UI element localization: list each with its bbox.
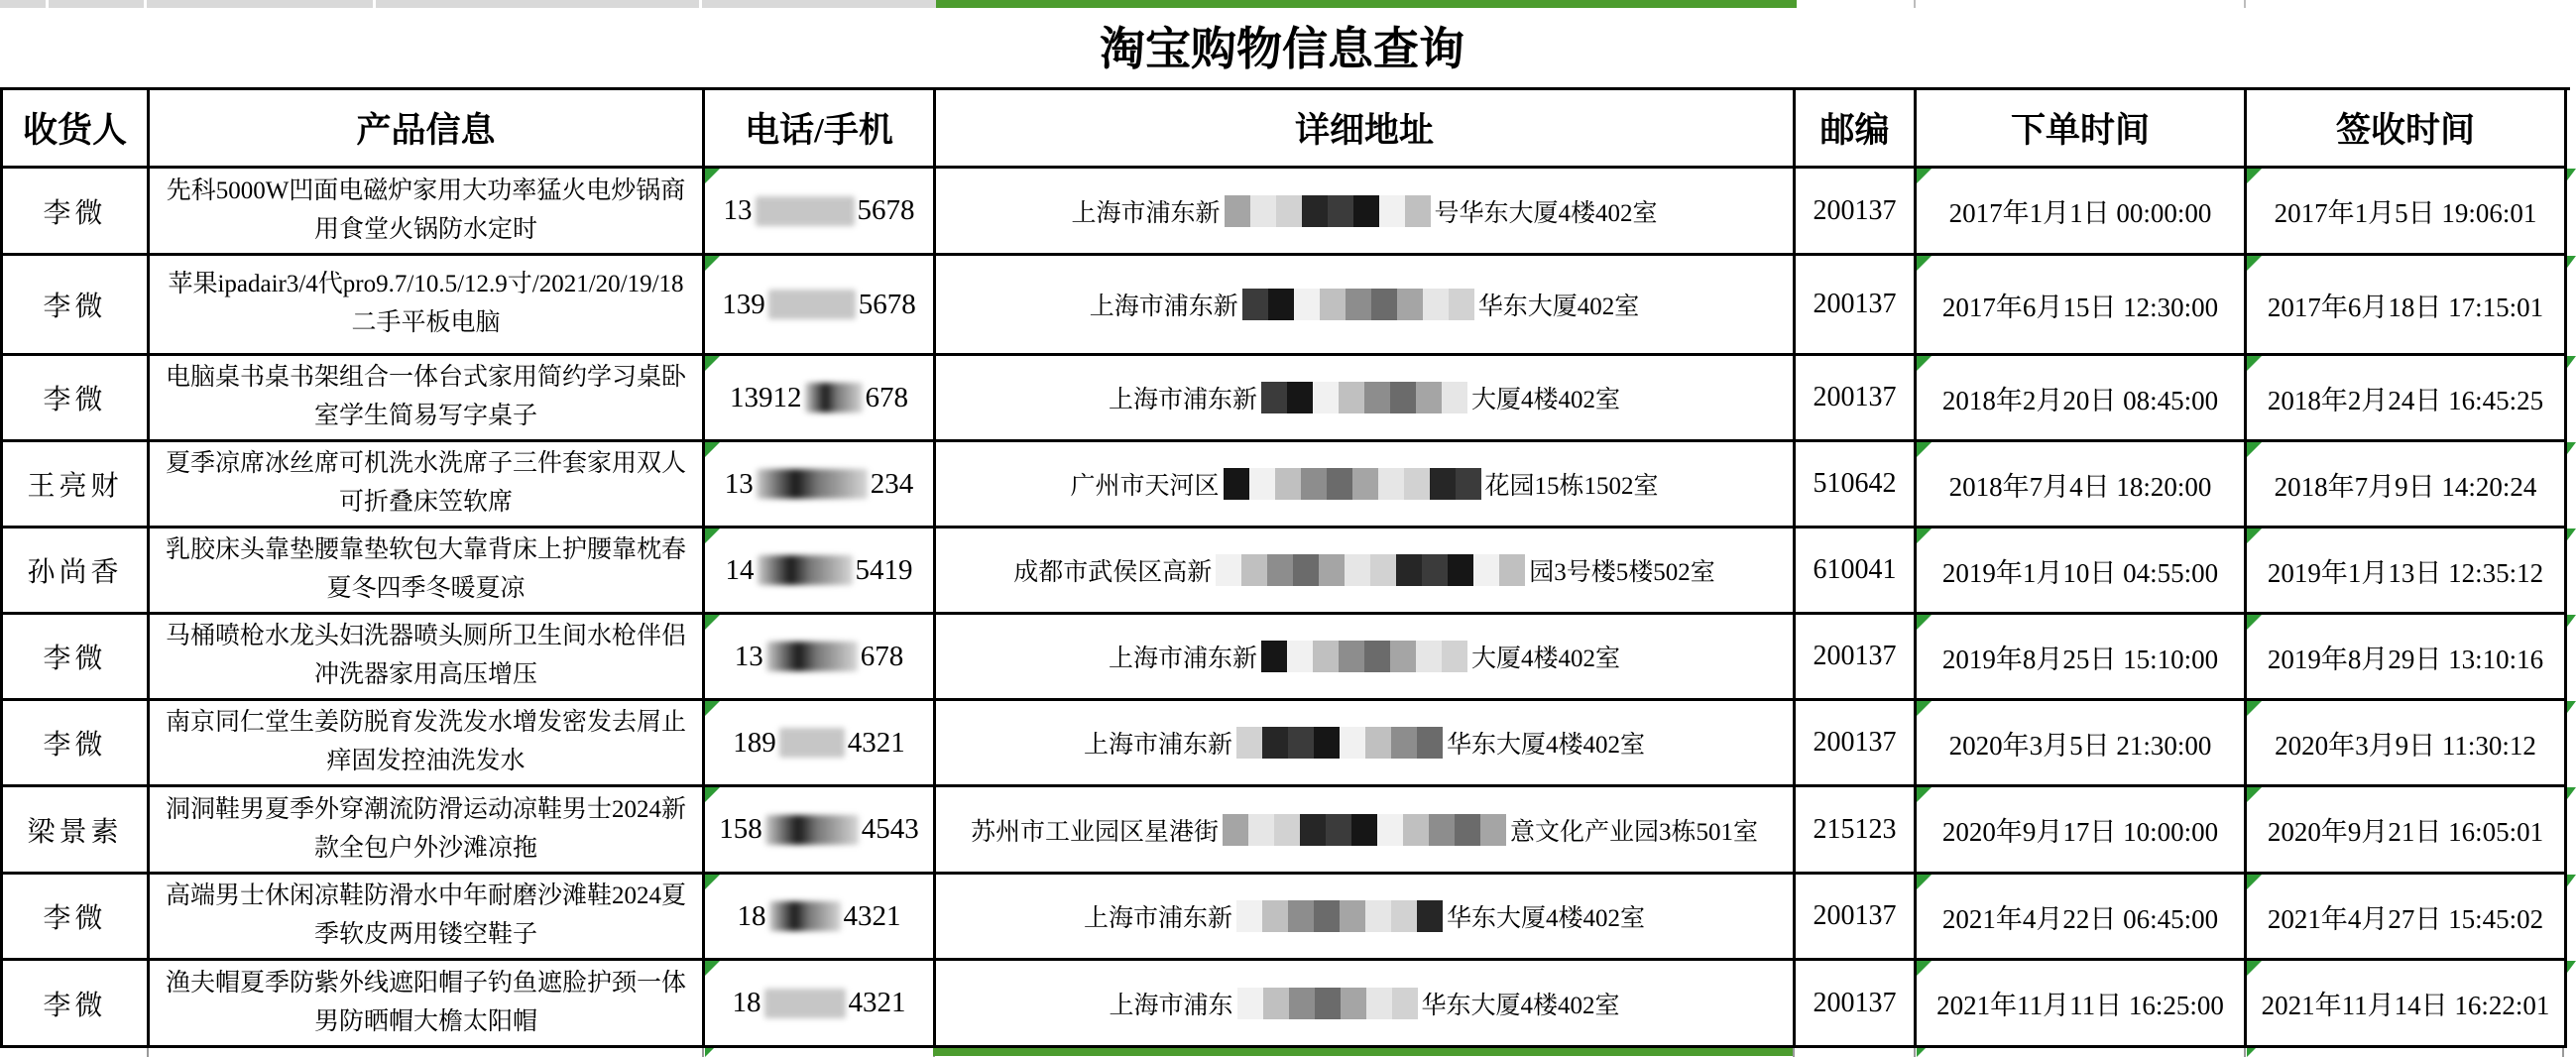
redaction-mosaic bbox=[1236, 900, 1443, 932]
gridline-tick bbox=[1793, 1048, 1795, 1057]
table-row bbox=[3, 528, 2570, 615]
gridline-tick bbox=[46, 0, 49, 8]
redaction-blur bbox=[766, 642, 858, 671]
header-address[interactable]: 详细地址 bbox=[936, 90, 1796, 169]
error-indicator-triangle-icon bbox=[1917, 615, 1932, 630]
sign-time: 2018年2月24日 16:45:25 bbox=[2267, 385, 2544, 415]
cell-recipient[interactable]: 李微 bbox=[3, 701, 150, 787]
cell-order-time[interactable] bbox=[1917, 256, 2247, 356]
cell-sign-time[interactable] bbox=[2247, 701, 2567, 787]
cell-product[interactable]: 渔夫帽夏季防紫外线遮阳帽子钓鱼遮脸护颈一体男防晒帽大檐太阳帽 bbox=[150, 961, 705, 1048]
address-prefix: 上海市浦东新 bbox=[1108, 646, 1257, 672]
redaction-blur bbox=[769, 901, 841, 931]
error-indicator-triangle-icon bbox=[705, 615, 720, 630]
cell-phone[interactable] bbox=[705, 169, 936, 256]
sign-time: 2017年1月5日 19:06:01 bbox=[2274, 198, 2537, 228]
phone-prefix: 189 bbox=[733, 726, 776, 759]
phone-prefix: 13 bbox=[724, 467, 754, 500]
redaction-blur bbox=[805, 383, 863, 412]
phone-prefix: 139 bbox=[722, 288, 765, 320]
error-indicator-triangle-icon bbox=[2247, 701, 2262, 716]
order-time: 2017年1月1日 00:00:00 bbox=[1948, 198, 2212, 228]
gridline-tick bbox=[699, 0, 702, 8]
table-row bbox=[3, 961, 2570, 1048]
redaction-mosaic bbox=[1237, 988, 1418, 1019]
cell-sign-time[interactable] bbox=[2247, 356, 2567, 442]
cell-order-time[interactable] bbox=[1917, 701, 2247, 787]
error-indicator-triangle-icon bbox=[705, 701, 720, 716]
order-time: 2021年11月11日 16:25:00 bbox=[1936, 991, 2224, 1020]
error-indicator-triangle-icon bbox=[1917, 961, 1932, 976]
phone-prefix: 18 bbox=[732, 987, 761, 1018]
table-row bbox=[3, 442, 2570, 528]
phone-prefix: 158 bbox=[719, 813, 762, 845]
selected-cell-green-border bbox=[936, 0, 1797, 8]
address-suffix: 花园15栋1502室 bbox=[1484, 473, 1659, 500]
error-indicator-triangle-icon bbox=[2247, 442, 2262, 457]
gridline-tick bbox=[1914, 0, 1916, 8]
error-indicator-triangle-icon bbox=[2567, 356, 2576, 368]
header-phone[interactable]: 电话/手机 bbox=[705, 90, 936, 169]
cell-sign-time[interactable] bbox=[2247, 961, 2567, 1048]
cell-sign-time[interactable] bbox=[2247, 787, 2567, 875]
phone-suffix: 678 bbox=[860, 640, 904, 672]
error-indicator-triangle-icon bbox=[1917, 1048, 1926, 1057]
cell-product[interactable]: 电脑桌书桌书架组合一体台式家用简约学习桌卧室学生简易写字桌子 bbox=[150, 356, 705, 442]
address-prefix: 上海市浦东新 bbox=[1089, 294, 1238, 320]
header-sign-time[interactable]: 签收时间 bbox=[2247, 90, 2567, 169]
cell-address[interactable] bbox=[936, 701, 1796, 787]
cell-product[interactable]: 夏季凉席冰丝席可机洗水洗席子三件套家用双人可折叠床笠软席 bbox=[150, 442, 705, 528]
cell-postal[interactable]: 200137 bbox=[1796, 256, 1917, 356]
cell-order-time[interactable] bbox=[1917, 169, 2247, 256]
phone-suffix: 5678 bbox=[857, 194, 915, 226]
address-suffix: 华东大厦402室 bbox=[1477, 294, 1640, 320]
cell-recipient[interactable]: 李微 bbox=[3, 615, 150, 701]
error-indicator-triangle-icon bbox=[2247, 169, 2262, 183]
gridline-tick bbox=[702, 1048, 704, 1057]
cell-address[interactable] bbox=[936, 356, 1796, 442]
error-indicator-triangle-icon bbox=[1917, 169, 1932, 183]
address-prefix: 上海市浦东新 bbox=[1108, 387, 1257, 413]
cell-phone[interactable] bbox=[705, 787, 936, 875]
address-prefix: 苏州市工业园区星港街 bbox=[970, 818, 1219, 846]
sign-time: 2021年11月14日 16:22:01 bbox=[2261, 991, 2550, 1020]
page-title: 淘宝购物信息查询 bbox=[1100, 24, 1464, 74]
error-indicator-triangle-icon bbox=[705, 528, 720, 543]
error-indicator-triangle-icon bbox=[2247, 615, 2262, 630]
error-indicator-triangle-icon bbox=[2247, 356, 2262, 371]
table-row bbox=[3, 701, 2570, 787]
phone-suffix: 4321 bbox=[848, 987, 906, 1018]
error-indicator-triangle-icon bbox=[705, 961, 720, 976]
cell-product[interactable]: 乳胶床头靠垫腰靠垫软包大靠背床上护腰靠枕春夏冬四季冬暖夏凉 bbox=[150, 528, 705, 615]
cell-sign-time[interactable] bbox=[2247, 528, 2567, 615]
cell-order-time[interactable] bbox=[1917, 356, 2247, 442]
error-indicator-triangle-icon bbox=[1917, 787, 1932, 802]
redaction-mosaic bbox=[1225, 195, 1431, 227]
cell-address[interactable] bbox=[936, 787, 1796, 875]
error-indicator-triangle-icon bbox=[705, 1048, 714, 1057]
order-time: 2018年7月4日 18:20:00 bbox=[1948, 471, 2212, 502]
cell-sign-time[interactable] bbox=[2247, 169, 2567, 256]
error-indicator-triangle-icon bbox=[2567, 256, 2576, 268]
cell-recipient[interactable]: 李微 bbox=[3, 875, 150, 961]
phone-suffix: 4543 bbox=[861, 813, 919, 845]
next-row-sliver bbox=[0, 1048, 2576, 1057]
redaction-blur bbox=[757, 469, 868, 499]
gridline-tick bbox=[2562, 1048, 2564, 1057]
cell-address[interactable] bbox=[936, 169, 1796, 256]
cell-postal[interactable]: 200137 bbox=[1796, 615, 1917, 701]
error-indicator-triangle-icon bbox=[2567, 169, 2576, 180]
order-time: 2017年6月15日 12:30:00 bbox=[1941, 292, 2219, 322]
redaction-mosaic bbox=[1261, 641, 1467, 672]
cell-product[interactable]: 洞洞鞋男夏季外穿潮流防滑运动凉鞋男士2024新款全包户外沙滩凉拖 bbox=[150, 787, 705, 875]
address-prefix: 广州市天河区 bbox=[1070, 473, 1220, 500]
redaction-blur bbox=[758, 555, 853, 585]
error-indicator-triangle-icon bbox=[1917, 256, 1932, 271]
sign-time: 2019年8月29日 13:10:16 bbox=[2267, 644, 2544, 674]
phone-prefix: 13912 bbox=[730, 381, 802, 413]
phone-prefix: 18 bbox=[737, 899, 766, 932]
error-indicator-triangle-icon bbox=[2567, 961, 2576, 973]
phone-suffix: 234 bbox=[870, 467, 914, 500]
cell-product[interactable]: 先科5000W凹面电磁炉家用大功率猛火电炒锅商用食堂火锅防水定时 bbox=[150, 169, 705, 256]
order-time: 2020年3月5日 21:30:00 bbox=[1948, 730, 2212, 761]
cell-postal[interactable]: 610041 bbox=[1796, 528, 1917, 615]
cell-phone[interactable] bbox=[705, 875, 936, 961]
address-suffix: 号华东大厦4楼402室 bbox=[1434, 199, 1658, 227]
address-suffix: 园3号楼5楼502室 bbox=[1529, 559, 1715, 586]
cell-phone[interactable] bbox=[705, 615, 936, 701]
table-row bbox=[3, 169, 2570, 256]
error-indicator-triangle-icon bbox=[705, 442, 720, 457]
cell-order-time[interactable] bbox=[1917, 442, 2247, 528]
cell-postal[interactable]: 510642 bbox=[1796, 442, 1917, 528]
cell-phone[interactable] bbox=[705, 528, 936, 615]
redaction-mosaic bbox=[1242, 289, 1474, 320]
cell-address[interactable] bbox=[936, 961, 1796, 1048]
cell-phone[interactable] bbox=[705, 701, 936, 787]
address-suffix: 大厦4楼402室 bbox=[1471, 646, 1621, 672]
previous-row-sliver bbox=[0, 0, 2576, 8]
address-suffix: 华东大厦4楼402室 bbox=[1447, 732, 1646, 759]
sign-time: 2021年4月27日 15:45:02 bbox=[2267, 903, 2544, 934]
gridline-tick bbox=[147, 1048, 149, 1057]
error-indicator-triangle-icon bbox=[2567, 442, 2576, 454]
cell-phone[interactable] bbox=[705, 256, 936, 356]
header-postal[interactable]: 邮编 bbox=[1796, 90, 1917, 169]
address-prefix: 成都市武侯区高新 bbox=[1013, 559, 1213, 586]
phone-prefix: 13 bbox=[723, 194, 753, 226]
cell-address[interactable] bbox=[936, 615, 1796, 701]
cell-order-time[interactable] bbox=[1917, 528, 2247, 615]
table-header-row bbox=[3, 90, 2570, 169]
cell-postal[interactable]: 200137 bbox=[1796, 701, 1917, 787]
table-row bbox=[3, 256, 2570, 356]
redaction-blur bbox=[756, 196, 855, 226]
address-suffix: 华东大厦4楼402室 bbox=[1421, 992, 1620, 1019]
redaction-mosaic bbox=[1261, 382, 1467, 413]
cell-order-time[interactable] bbox=[1917, 961, 2247, 1048]
previous-row-gray-fill bbox=[0, 0, 936, 8]
phone-suffix: 5678 bbox=[858, 288, 916, 320]
cell-recipient[interactable]: 李微 bbox=[3, 256, 150, 356]
address-suffix: 大厦4楼402室 bbox=[1471, 387, 1621, 413]
cell-address[interactable] bbox=[936, 528, 1796, 615]
redaction-mosaic bbox=[1224, 468, 1481, 500]
selected-cell-green-border bbox=[933, 1048, 1793, 1056]
cell-phone[interactable] bbox=[705, 356, 936, 442]
cell-recipient[interactable]: 李微 bbox=[3, 169, 150, 256]
error-indicator-triangle-icon bbox=[1917, 875, 1932, 889]
order-time: 2021年4月22日 06:45:00 bbox=[1941, 903, 2219, 934]
cell-product[interactable]: 马桶喷枪水龙头妇洗器喷头厕所卫生间水枪伴侣冲洗器家用高压增压 bbox=[150, 615, 705, 701]
sign-time: 2020年3月9日 11:30:12 bbox=[2275, 730, 2536, 761]
cell-order-time[interactable] bbox=[1917, 875, 2247, 961]
cell-product[interactable]: 南京同仁堂生姜防脱育发洗发水增发密发去屑止痒固发控油洗发水 bbox=[150, 701, 705, 787]
redaction-blur bbox=[779, 728, 845, 758]
address-prefix: 上海市浦东新 bbox=[1083, 732, 1232, 759]
order-time: 2018年2月20日 08:45:00 bbox=[1941, 385, 2219, 415]
error-indicator-triangle-icon bbox=[705, 256, 720, 271]
cell-order-time[interactable] bbox=[1917, 615, 2247, 701]
cell-sign-time[interactable] bbox=[2247, 875, 2567, 961]
address-suffix: 华东大厦4楼402室 bbox=[1447, 905, 1646, 932]
error-indicator-triangle-icon bbox=[1917, 442, 1932, 457]
address-prefix: 上海市浦东新 bbox=[1083, 905, 1232, 932]
gridline-tick bbox=[373, 0, 376, 8]
cell-recipient[interactable]: 李微 bbox=[3, 356, 150, 442]
redaction-mosaic bbox=[1236, 727, 1443, 759]
cell-recipient[interactable]: 王亮财 bbox=[3, 442, 150, 528]
cell-product[interactable]: 苹果ipadair3/4代pro9.7/10.5/12.9寸/2021/20/19/18二手平板电脑 bbox=[150, 256, 705, 356]
redaction-blur bbox=[768, 290, 856, 319]
error-indicator-triangle-icon bbox=[2247, 875, 2262, 889]
sign-time: 2020年9月21日 16:05:01 bbox=[2267, 817, 2544, 847]
address-suffix: 意文化产业园3栋501室 bbox=[1510, 818, 1759, 846]
error-indicator-triangle-icon bbox=[1917, 356, 1932, 371]
cell-postal[interactable]: 200137 bbox=[1796, 961, 1917, 1048]
cell-sign-time[interactable] bbox=[2247, 256, 2567, 356]
cell-sign-time[interactable] bbox=[2247, 615, 2567, 701]
error-indicator-triangle-icon bbox=[2567, 875, 2576, 886]
sign-time: 2018年7月9日 14:20:24 bbox=[2274, 471, 2537, 502]
order-time: 2019年8月25日 15:10:00 bbox=[1941, 644, 2219, 674]
phone-suffix: 4321 bbox=[843, 899, 901, 932]
error-indicator-triangle-icon bbox=[2247, 1048, 2256, 1057]
cell-phone[interactable] bbox=[705, 442, 936, 528]
cell-postal[interactable]: 215123 bbox=[1796, 787, 1917, 875]
cell-recipient[interactable]: 梁景素 bbox=[3, 787, 150, 875]
table-row bbox=[3, 875, 2570, 961]
error-indicator-triangle-icon bbox=[2567, 701, 2576, 713]
error-indicator-triangle-icon bbox=[2247, 787, 2262, 802]
cell-postal[interactable]: 200137 bbox=[1796, 169, 1917, 256]
table-row bbox=[3, 787, 2570, 875]
cell-sign-time[interactable] bbox=[2247, 442, 2567, 528]
phone-suffix: 5419 bbox=[855, 553, 913, 586]
gridline-tick bbox=[2244, 1048, 2246, 1057]
error-indicator-triangle-icon bbox=[705, 787, 720, 802]
phone-suffix: 678 bbox=[865, 381, 908, 413]
cell-address[interactable] bbox=[936, 256, 1796, 356]
error-indicator-triangle-icon bbox=[705, 169, 720, 183]
sign-time: 2017年6月18日 17:15:01 bbox=[2267, 292, 2544, 322]
cell-order-time[interactable] bbox=[1917, 787, 2247, 875]
cell-address[interactable] bbox=[936, 442, 1796, 528]
cell-postal[interactable]: 200137 bbox=[1796, 875, 1917, 961]
order-time: 2019年1月10日 04:55:00 bbox=[1941, 557, 2219, 588]
error-indicator-triangle-icon bbox=[1917, 528, 1932, 543]
error-indicator-triangle-icon bbox=[2567, 787, 2576, 799]
gridline-tick bbox=[144, 0, 147, 8]
header-product[interactable]: 产品信息 bbox=[150, 90, 705, 169]
orders-table bbox=[0, 87, 2570, 1048]
error-indicator-triangle-icon bbox=[2247, 256, 2262, 271]
phone-prefix: 13 bbox=[734, 640, 763, 672]
cell-phone[interactable] bbox=[705, 961, 936, 1048]
cell-address[interactable] bbox=[936, 875, 1796, 961]
cell-product[interactable]: 高端男士休闲凉鞋防滑水中年耐磨沙滩鞋2024夏季软皮两用镂空鞋子 bbox=[150, 875, 705, 961]
cell-recipient[interactable]: 李微 bbox=[3, 961, 150, 1048]
sign-time: 2019年1月13日 12:35:12 bbox=[2267, 557, 2544, 588]
error-indicator-triangle-icon bbox=[705, 875, 720, 889]
error-indicator-triangle-icon bbox=[705, 356, 720, 371]
order-time: 2020年9月17日 10:00:00 bbox=[1941, 817, 2219, 847]
error-indicator-triangle-icon bbox=[2567, 615, 2576, 627]
redaction-blur bbox=[765, 815, 859, 845]
redaction-mosaic bbox=[1216, 554, 1525, 586]
cell-postal[interactable]: 200137 bbox=[1796, 356, 1917, 442]
gridline-tick bbox=[2244, 0, 2246, 8]
gridline-tick bbox=[1914, 1048, 1916, 1057]
error-indicator-triangle-icon bbox=[2247, 528, 2262, 543]
header-recipient[interactable]: 收货人 bbox=[3, 90, 150, 169]
table-row bbox=[3, 615, 2570, 701]
table-row bbox=[3, 356, 2570, 442]
phone-suffix: 4321 bbox=[847, 726, 905, 759]
address-prefix: 上海市浦东 bbox=[1109, 992, 1233, 1019]
error-indicator-triangle-icon bbox=[2247, 961, 2262, 976]
error-indicator-triangle-icon bbox=[2567, 528, 2576, 540]
phone-prefix: 14 bbox=[725, 553, 755, 586]
redaction-mosaic bbox=[1223, 814, 1506, 846]
redaction-blur bbox=[764, 989, 846, 1018]
address-prefix: 上海市浦东新 bbox=[1071, 199, 1221, 227]
cell-recipient[interactable]: 孙尚香 bbox=[3, 528, 150, 615]
error-indicator-triangle-icon bbox=[1917, 701, 1932, 716]
header-order-time[interactable]: 下单时间 bbox=[1917, 90, 2247, 169]
